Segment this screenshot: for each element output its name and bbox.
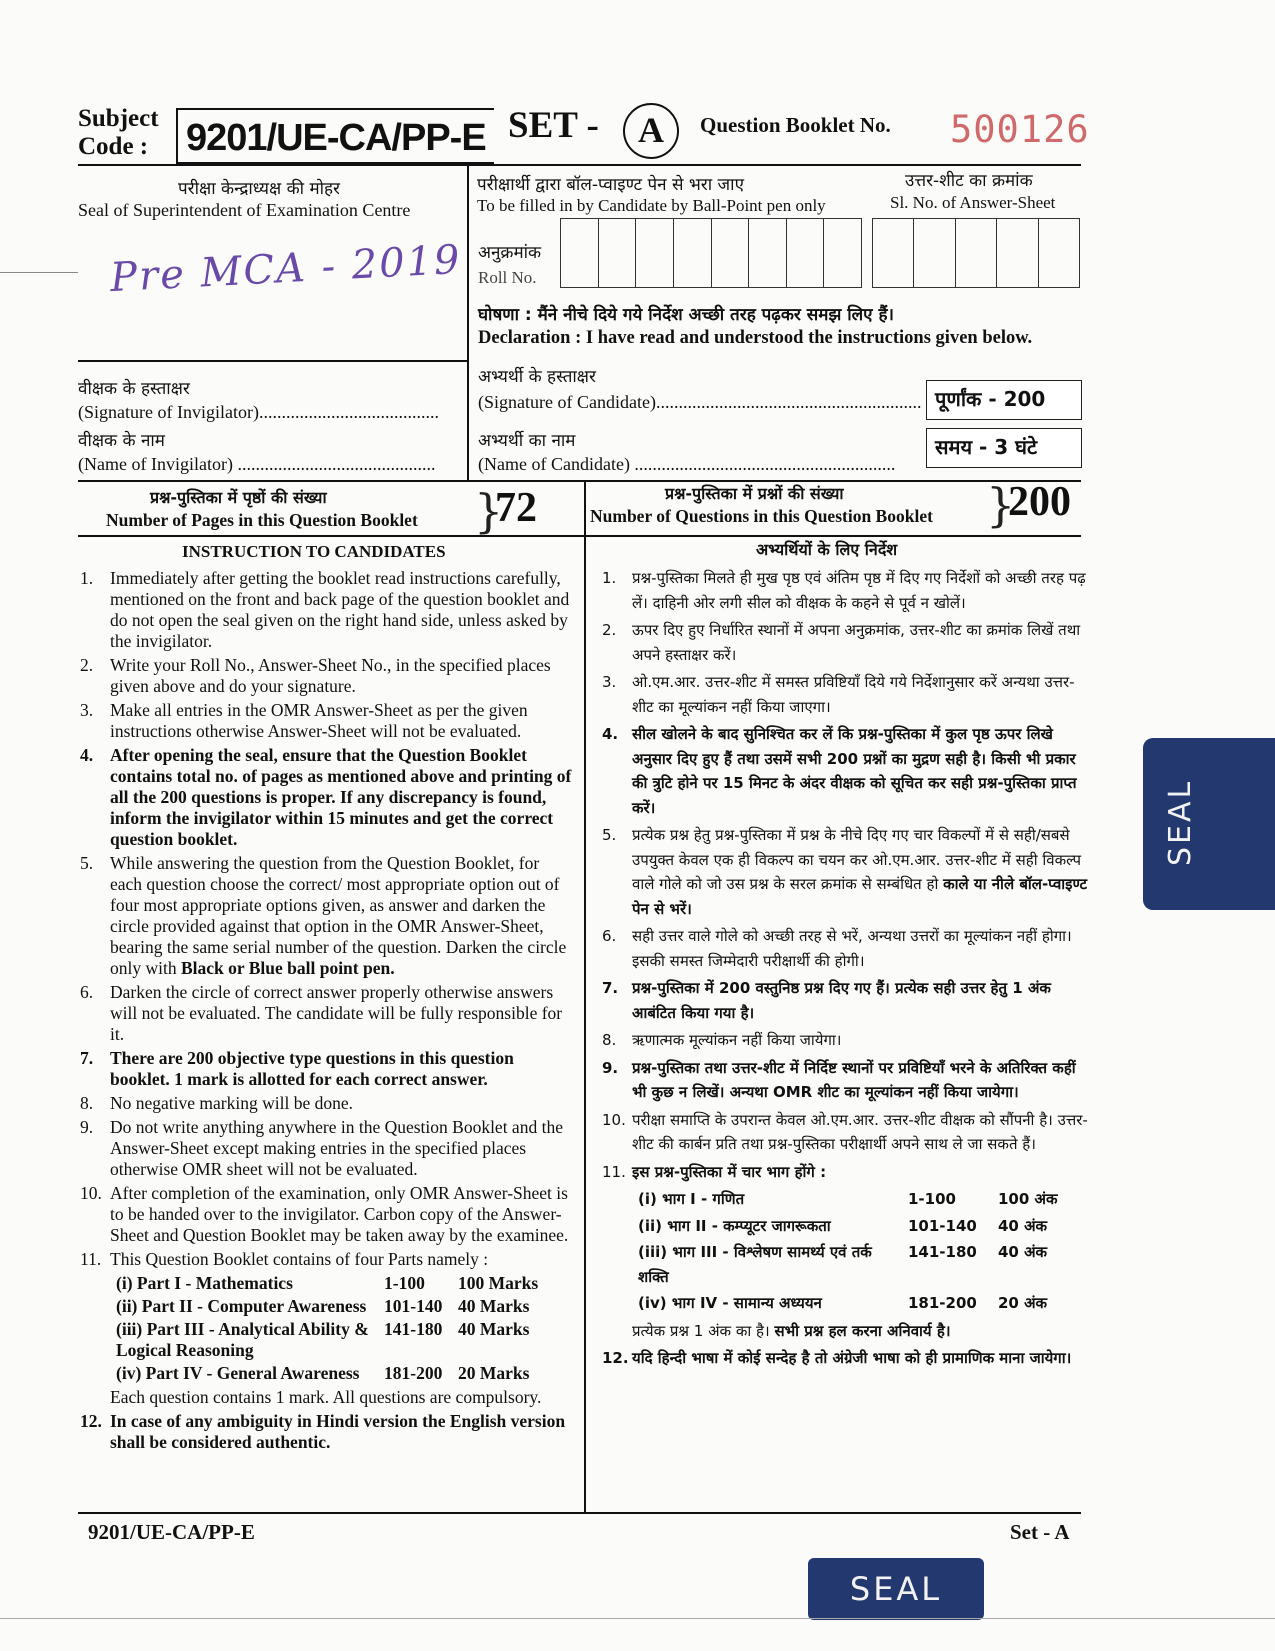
list-item: 5. प्रत्येक प्रश्न हेतु प्रश्न-पुस्तिका में प्रश्न के नीचे दिए गए चार विकल्पों में से सही/सबसे उपयुक्त केवल एक ही विकल्प का चयन कर ओ.एम.आर. उत्तर-शीट में सही विकल्प वाले गोले को जो उस प्रश्न के सरल क्रमांक से सम्बंधित हो काले या नीले बॉल-प्वाइण्ट पेन से भरें। [602, 826, 1088, 918]
list-item: 2. Write your Roll No., Answer-Sheet No., in the specified places given above and do your signature. [80, 655, 551, 696]
questions-count-label-english: Number of Questions in this Question Booklet [590, 506, 933, 526]
pages-count: 72 [495, 485, 537, 531]
questions-count-label-hindi: प्रश्न-पुस्तिका में प्रश्नों की संख्या [665, 484, 844, 503]
roll-digit-box[interactable] [636, 219, 674, 287]
side-seal-label: SEAL [1163, 778, 1198, 866]
side-seal[interactable] [1143, 738, 1275, 910]
answer-sheet-digit-box[interactable] [997, 219, 1038, 287]
instructions-list-english [80, 568, 574, 1456]
questions-count: 200 [1008, 479, 1071, 525]
list-item: 12. In case of any ambiguity in Hindi version the English version shall be considered authentic. [80, 1411, 566, 1452]
subject-code: 9201/UE-CA/PP-E [176, 108, 494, 164]
roll-digit-box[interactable] [599, 219, 637, 287]
brace-icon: } [474, 484, 504, 538]
invigilator-sign-hindi: वीक्षक के हस्ताक्षर [78, 379, 190, 399]
list-item: 10. After completion of the examination, only OMR Answer-Sheet is to be handed over to the invigilator. Carbon copy of the Answer-Sheet and Question Booklet may be taken away by the examinee. [80, 1183, 569, 1245]
list-item: 2. ऊपर दिए हुए निर्धारित स्थानों में अपना अनुक्रमांक, उत्तर-शीट का क्रमांक लिखें तथा अपने हस्ताक्षर करें। [602, 621, 1081, 664]
roll-digit-box[interactable] [712, 219, 750, 287]
fill-instruction-hindi: परीक्षार्थी द्वारा बॉल-प्वाइण्ट पेन से भरा जाए [477, 175, 744, 195]
list-item: 6. Darken the circle of correct answer properly otherwise answers will not be evaluated. The candidate will be fully responsible for it. [80, 982, 563, 1044]
footer-code: 9201/UE-CA/PP-E [88, 1520, 255, 1544]
list-item: 9. Do not write anything anywhere in the Question Booklet and the Answer-Sheet except making entries in the specified places otherwise OMR sheet will not be evaluated. [80, 1117, 563, 1179]
subject-code-label: Subject Code : [78, 105, 159, 160]
list-item: 4. After opening the seal, ensure that the Question Booklet contains total no. of pages as mentioned above and printing of all the 200 questions is proper. If any discrepancy is found, inform the invigilator within 15 minutes and get the correct question booklet. [80, 745, 572, 849]
declaration-hindi: घोषणा : मैंने नीचे दिये गये निर्देश अच्छी तरह पढ़कर समझ लिए हैं। [478, 305, 894, 325]
list-item: 8. No negative marking will be done. [80, 1093, 353, 1113]
pages-count-label-english: Number of Pages in this Question Booklet [106, 510, 418, 530]
list-item: 11. This Question Booklet contains of four Parts namely : (i) Part I - Mathematics 1-100 100 Marks (ii) Part II - Computer Awareness 101-140 40 Marks (iii) Part III - Analytical Ability & Logical Reasoning 141-180 40 Marks (iv) Part IV - General Awareness 181-200 20 Marks Each question contains 1 mark. All questions are compulsory. [80, 1249, 574, 1408]
answer-sheet-label-english: Sl. No. of Answer-Sheet [890, 193, 1056, 212]
list-item: 6. सही उत्तर वाले गोले को अच्छी तरह से भरें, अन्यथा उत्तरों का मूल्यांकन नहीं होगा। इसकी समस्त जिम्मेदारी परीक्षार्थी की होगी। [602, 927, 1072, 970]
list-item: 3. Make all entries in the OMR Answer-Sheet as per the given instructions otherwise Answer-Sheet will not be evaluated. [80, 700, 528, 741]
parts-table-english: (i) Part I - Mathematics 1-100 100 Marks (ii) Part II - Computer Awareness 101-140 40 Marks (iii) Part III - Analytical Ability & Logical Reasoning 141-180 40 Marks (iv) Part IV - General Awareness 181-200 20 Marks [116, 1273, 539, 1383]
invigilator-name-field[interactable]: (Name of Invigilator) ............................................ [78, 454, 436, 474]
list-item: 1. प्रश्न-पुस्तिका मिलते ही मुख पृष्ठ एवं अंतिम पृष्ठ में दिए गए निर्देशों को अच्छी तरह पढ़ लें। दाहिनी ओर लगी सील को वीक्षक के कहने से पूर्व न खोलें। [602, 569, 1086, 612]
booklet-number: 500126 [950, 108, 1090, 151]
list-item: 12. यदि हिन्दी भाषा में कोई सन्देह है तो अंग्रेजी भाषा को ही प्रामाणिक माना जायेगा। [602, 1349, 1072, 1367]
list-item: 3. ओ.एम.आर. उत्तर-शीट में समस्त प्रविष्टियाँ दिये गये निर्देशानुसार करें अन्यथा उत्तर-शीट का मूल्यांकन नहीं किया जाएगा। [602, 673, 1075, 716]
roll-digit-box[interactable] [674, 219, 712, 287]
list-item: 9. प्रश्न-पुस्तिका तथा उत्तर-शीट में निर्दिष्ट स्थानों पर प्रविष्टियाँ भरने के अतिरिक्त कहीं भी कुछ न लिखें। अन्यथा OMR शीट का मूल्यांकन नहीं किया जायेगा। [602, 1058, 1076, 1101]
time-badge: समय - 3 घंटे [926, 428, 1082, 468]
answer-sheet-digit-box[interactable] [956, 219, 997, 287]
list-item: 10. परीक्षा समाप्ति के उपरान्त केवल ओ.एम.आर. उत्तर-शीट वीक्षक को सौंपनी है। उत्तर-शीट की कार्बन प्रति तथा प्रश्न-पुस्तिका परीक्षार्थी अपने साथ ले जा सकते हैं। [602, 1110, 1088, 1153]
seal-label-english: Seal of Superintendent of Examination Centre [78, 200, 411, 220]
instructions-list-hindi [602, 566, 1088, 1374]
answer-sheet-digit-box[interactable] [1039, 219, 1079, 287]
instructions-title-english: INSTRUCTION TO CANDIDATES [182, 542, 446, 561]
list-item: 7. प्रश्न-पुस्तिका में 200 वस्तुनिष्ठ प्रश्न दिए गए हैं। प्रत्येक सही उत्तर हेतु 1 अंक आबंटित किया गया है। [602, 979, 1051, 1022]
fill-instruction-english: To be filled in by Candidate by Ball-Point pen only [477, 196, 826, 215]
candidate-sign-hindi: अभ्यर्थी के हस्ताक्षर [478, 367, 596, 387]
total-marks-badge: पूर्णांक - 200 [926, 380, 1082, 420]
answer-sheet-digit-box[interactable] [914, 219, 955, 287]
handwritten-note: Pre MCA - 2019 [109, 236, 463, 302]
list-item: 5. While answering the question from the Question Booklet, for each question choose the correct/ most appropriate option out of four most appropriate options given, as answer and darken the circle provided against that option in the OMR Answer-Sheet, bearing the same serial number of the question. Darken the circle only with Black or Blue ball point pen. [80, 853, 567, 978]
list-item: 11. इस प्रश्न-पुस्तिका में चार भाग होंगे : (i) भाग I - गणित 1-100 100 अंक (ii) भाग II - कम्प्यूटर जागरूकता 101-140 40 अंक (iii) भाग III - विश्लेषण सामर्थ्य एवं तर्क शक्ति 141-180 40 अंक (iv) भाग IV - सामान्य अध्ययन 181-200 20 अंक प्रत्येक प्रश्न 1 अंक का है। सभी प्रश्न हल करना अनिवार्य है। [602, 1160, 1088, 1344]
roll-digit-box[interactable] [749, 219, 787, 287]
list-item: 8. ऋणात्मक मूल्यांकन नहीं किया जायेगा। [602, 1031, 842, 1049]
answer-sheet-number-field[interactable] [872, 218, 1080, 288]
list-item: 7. There are 200 objective type questions in this question booklet. 1 mark is allotted for each correct answer. [80, 1048, 514, 1089]
parts-table-hindi: (i) भाग I - गणित 1-100 100 अंक (ii) भाग II - कम्प्यूटर जागरूकता 101-140 40 अंक (iii) भाग III - विश्लेषण सामर्थ्य एवं तर्क शक्ति 141-180 40 अंक (iv) भाग IV - सामान्य अध्ययन 181-200 20 अंक [638, 1190, 1058, 1312]
roll-digit-box[interactable] [561, 219, 599, 287]
instructions-title-hindi: अभ्यर्थियों के लिए निर्देश [756, 540, 898, 559]
set-label: SET - [508, 105, 599, 146]
list-item: 1. Immediately after getting the booklet read instructions carefully, mentioned on the front and back page of the question booklet and do not open the seal given on the right hand side, unless asked by the invigilator. [80, 568, 570, 651]
set-value: A [623, 103, 679, 159]
roll-label-hindi: अनुक्रमांक [478, 243, 542, 263]
answer-sheet-digit-box[interactable] [873, 219, 914, 287]
pages-count-label-hindi: प्रश्न-पुस्तिका में पृष्ठों की संख्या [150, 488, 327, 507]
footer-set: Set - A [1010, 1520, 1070, 1544]
candidate-name-hindi: अभ्यर्थी का नाम [478, 431, 576, 451]
brace-icon: } [986, 478, 1016, 532]
bottom-seal[interactable]: SEAL [808, 1558, 984, 1620]
invigilator-sign-field[interactable]: (Signature of Invigilator)........................................ [78, 402, 439, 422]
seal-label-hindi: परीक्षा केन्द्राध्यक्ष की मोहर [178, 179, 341, 199]
list-item: 4. सील खोलने के बाद सुनिश्चित कर लें कि प्रश्न-पुस्तिका में कुल पृष्ठ ऊपर लिखे अनुसार दिए हुए हैं तथा उसमें सभी 200 प्रश्नों का मुद्रण सही है। किसी भी प्रकार की त्रुटि होने पर 15 मिनट के अंदर वीक्षक को सूचित कर सही प्रश्न-पुस्तिका प्राप्त करें। [602, 725, 1077, 817]
roll-label-english: Roll No. [478, 268, 537, 287]
candidate-sign-field[interactable]: (Signature of Candidate)........................................................... [478, 392, 922, 412]
question-booklet-label: Question Booklet No. [700, 113, 891, 137]
declaration-english: Declaration : I have read and understood the instructions given below. [478, 328, 1033, 348]
answer-sheet-label-hindi: उत्तर-शीट का क्रमांक [905, 171, 1033, 191]
roll-number-field[interactable] [560, 218, 862, 288]
invigilator-name-hindi: वीक्षक के नाम [78, 431, 165, 451]
candidate-name-field[interactable]: (Name of Candidate) .......................................................... [478, 454, 896, 474]
roll-digit-box[interactable] [787, 219, 825, 287]
roll-digit-box[interactable] [824, 219, 861, 287]
